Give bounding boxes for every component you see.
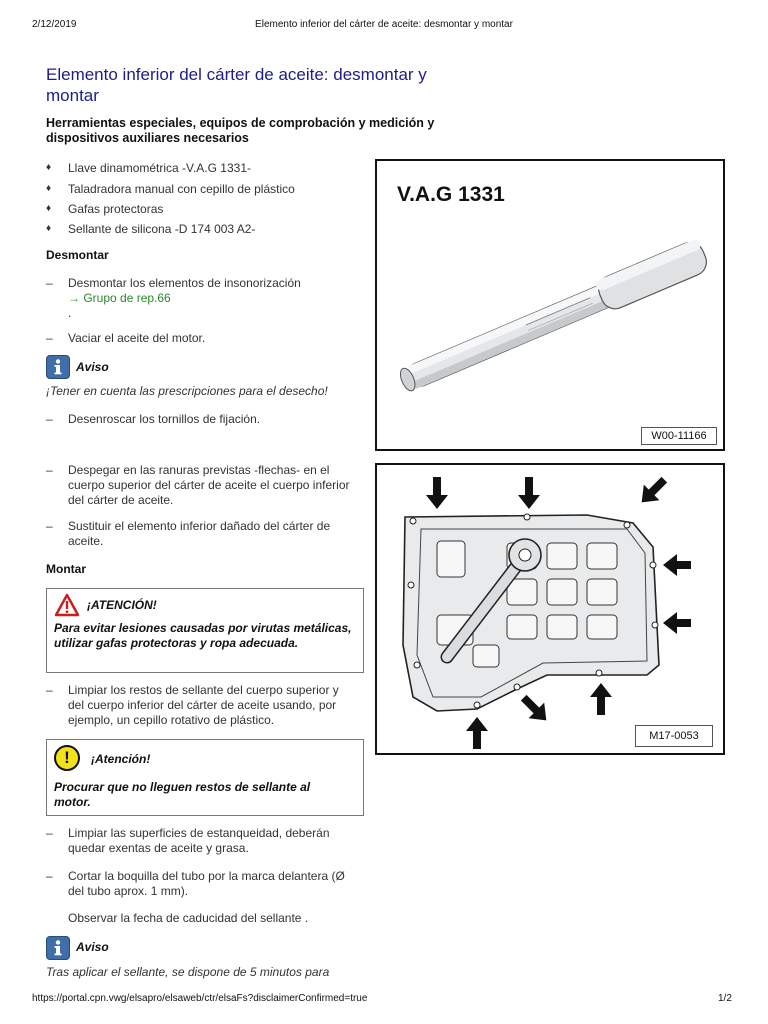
warning-title: ¡ATENCIÓN! <box>87 598 157 612</box>
step-item: – Sustituir el elemento inferior dañado del cárter de aceite. <box>46 519 331 548</box>
torque-wrench-illustration <box>377 161 723 449</box>
aviso-label: Aviso <box>76 360 109 374</box>
step-item: – Despegar en las ranuras previstas -flechas- en el cuerpo superior del cárter de aceite el cuerpo inferior del cárter de aceite. <box>46 463 350 507</box>
step-item: – Limpiar las superficies de estanqueidad, deberán quedar exentas de aceite y grasa. <box>46 826 330 855</box>
caution-icon: ! <box>54 745 80 771</box>
footer-page-number: 1/2 <box>718 993 732 1004</box>
list-item: ♦ Llave dinamométrica -V.A.G 1331- <box>46 161 251 175</box>
aviso-label: Aviso <box>76 940 109 954</box>
step-item: – Desmontar los elementos de insonorización → Grupo de rep.66 . <box>46 276 366 324</box>
figure-torque-wrench <box>375 159 725 451</box>
caution-title: ¡Atención! <box>91 752 151 766</box>
aviso-text: Tras aplicar el sellante, se dispone de 5 minutos para <box>46 965 330 979</box>
figure-caption: W00-11166 <box>641 427 717 445</box>
info-icon <box>46 936 70 960</box>
warning-icon <box>54 593 80 622</box>
oil-pan-illustration <box>377 465 723 753</box>
link-grupo-rep[interactable]: → Grupo de rep.66 <box>68 291 171 305</box>
section-heading-desmontar: Desmontar <box>46 248 109 262</box>
note-text: Observar la fecha de caducidad del sellante . <box>68 911 309 925</box>
bullet-icon: ♦ <box>46 162 52 173</box>
tools-heading: Herramientas especiales, equipos de comprobación y medición y dispositivos auxiliares necesarios <box>46 116 435 145</box>
step-item: – Limpiar los restos de sellante del cuerpo superior y del cuerpo inferior del cárter de aceite usando, por ejemplo, un cepillo rotativo de plástico. <box>46 683 339 727</box>
step-item: – Cortar la boquilla del tubo por la marca delantera (Ø del tubo aprox. 1 mm). <box>46 869 345 898</box>
header-title: Elemento inferior del cárter de aceite: desmontar y montar <box>255 19 513 30</box>
footer-url: https://portal.cpn.vwg/elsapro/elsaweb/ctr/elsaFs?disclaimerConfirmed=true <box>32 993 368 1004</box>
section-heading-montar: Montar <box>46 562 86 576</box>
warning-box <box>46 588 364 673</box>
list-item: ♦ Sellante de silicona -D 174 003 A2- <box>46 222 256 236</box>
aviso-text: ¡Tener en cuenta las prescripciones para el desecho! <box>46 384 328 398</box>
figure-heading: V.A.G 1331 <box>397 183 505 206</box>
step-item: – Vaciar el aceite del motor. <box>46 331 206 345</box>
bullet-icon: ♦ <box>46 223 52 234</box>
figure-oil-pan <box>375 463 725 755</box>
figure-caption: M17-0053 <box>635 725 713 747</box>
step-item: – Desenroscar los tornillos de fijación. <box>46 412 261 426</box>
info-icon <box>46 355 70 379</box>
warning-text: Para evitar lesiones causadas por virutas metálicas, utilizar gafas protectoras y ropa adecuada. <box>54 621 352 650</box>
caution-text: Procurar que no lleguen restos de sellante al motor. <box>54 780 311 809</box>
bullet-icon: ♦ <box>46 203 52 214</box>
caution-box <box>46 739 364 816</box>
bullet-icon: ♦ <box>46 183 52 194</box>
list-item: ♦ Gafas protectoras <box>46 202 164 216</box>
page-title: Elemento inferior del cárter de aceite: desmontar y montar <box>46 65 427 105</box>
header-date: 2/12/2019 <box>32 19 77 30</box>
list-item: ♦ Taladradora manual con cepillo de plástico <box>46 182 295 196</box>
